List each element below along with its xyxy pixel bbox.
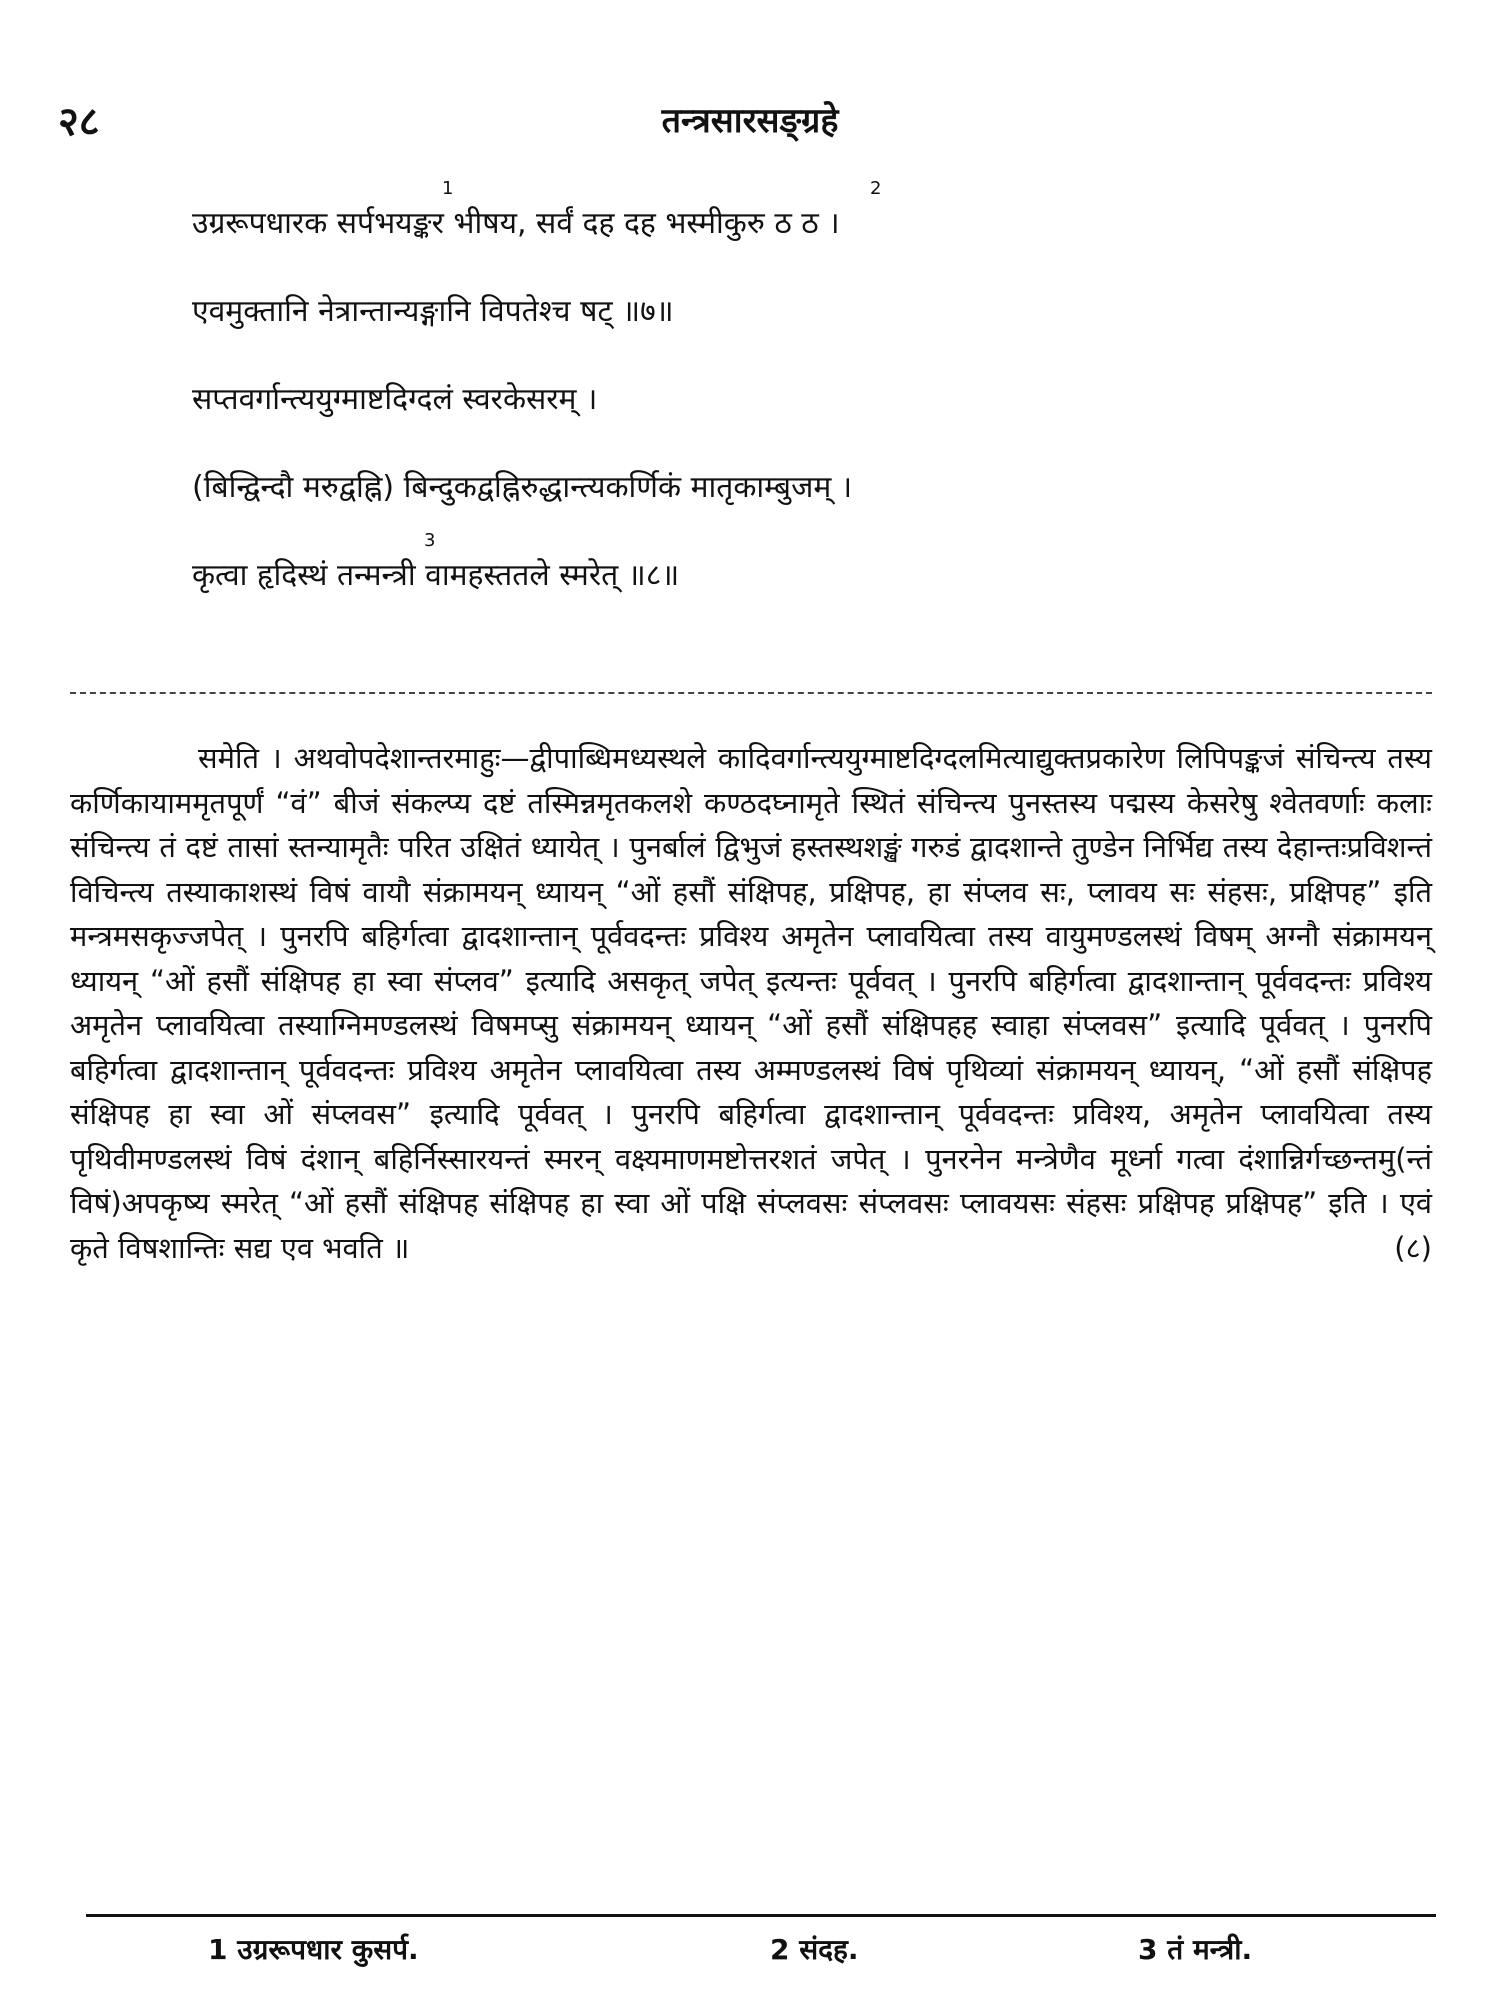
verse-line [192,532,1352,620]
running-title: तन्त्रसारसङ्ग्रहे [661,101,839,141]
footnote: 3 तं मन्त्री. [1138,1933,1253,1966]
footnotes [0,1930,1500,1976]
verse-block [192,180,1352,620]
footnote-ref: 2 [870,178,882,199]
verse-number: (८) [1394,1230,1432,1265]
verse-text: एवमुक्तानि नेत्रान्तान्यङ्गानि विपतेश्च षट् ॥७॥ [192,294,674,329]
footnote-ref: 1 [442,178,454,199]
verse-text: कृत्वा हृदिस्थं तन्मन्त्री वामहस्ततले स्मरेत् ॥८॥ [192,558,680,593]
commentary-paragraph [70,736,1432,1270]
commentary-text: समेति । अथवोपदेशान्तरमाहुः—द्वीपाब्धिमध्यस्थले कादिवर्गान्त्ययुग्माष्टदिग्दलमित्याद्युक्तप्रकारेण लिपिपङ्कजं संचिन्त्य तस्य कर्णिकायाममृतपूर्णं “वं” बीजं संकल्प्य दष्टं तस्मिन्नमृतकलशे कण्ठदघ्नामृते स्थितं संचिन्त्य पुनस्तस्य पद्मस्य केसरेषु श्वेतवर्णाः कलाः संचिन्त्य तं दष्टं तासां स्तन्यामृतैः परित उक्षितं ध्यायेत् । पुनर्बालं द्विभुजं हस्तस्थशङ्खं गरुडं द्वादशान्ते तुण्डेन निर्भिद्य तस्य देहान्तःप्रविशन्तं विचिन्त्य तस्याकाशस्थं विषं वायौ संक्रामयन् ध्यायन् “ओं हसौं संक्षिपह, प्रक्षिपह, हा संप्लव सः, प्लावय सः संहसः, प्रक्षिपह” इति मन्त्रमसकृज्जपेत् । पुनरपि बहिर्गत्वा द्वादशान्तान् पूर्ववदन्तः प्रविश्य अमृतेन प्लावयित्वा तस्य वायुमण्डलस्थं विषम् अग्नौ संक्रामयन् ध्यायन् “ओं हसौं संक्षिपह हा स्वा संप्लव” इत्यादि असकृत् जपेत् इत्यन्तः पूर्ववत् । पुनरपि बहिर्गत्वा द्वादशान्तान् पूर्ववदन्तः प्रविश्य अमृतेन प्लावयित्वा तस्याग्निमण्डलस्थं विषमप्सु संक्रामयन् ध्यायन् “ओं हसौं संक्षिपहह स्वाहा संप्लवस” इत्यादि पूर्ववत् । पुनरपि बहिर्गत्वा द्वादशान्तान् पूर्ववदन्तः प्रविश्य अमृतेन प्लावयित्वा तस्य अम्मण्डलस्थं विषं पृथिव्यां संक्रामयन् ध्यायन्, “ओं हसौं संक्षिपह संक्षिपह हा स्वा ओं संप्लवस” इत्यादि पूर्ववत् । पुनरपि बहिर्गत्वा द्वादशान्तान् पूर्ववदन्तः प्रविश्य, अमृतेन प्लावयित्वा तस्य पृथिवीमण्डलस्थं विषं दंशान् बहिर्निस्सारयन्तं स्मरन् वक्ष्यमाणमष्टोत्तरशतं जपेत् । पुनरनेन मन्त्रेणैव मूर्ध्ना गत्वा दंशान्निर्गच्छन्तमु(न्तं विषं)अपकृष्य स्मरेत् “ओं हसौं संक्षिपह संक्षिपह हा स्वा ओं पक्षि संप्लवसः संप्लवसः प्लावयसः संहसः प्रक्षिपह प्रक्षिपह” इति । एवं कृते विषशान्तिः सद्य एव भवति ॥ [70,741,1432,1265]
footnote: 1 उग्ररूपधार कुसर्प. [208,1933,419,1966]
page-header [0,92,1500,152]
verse-line [192,444,1352,532]
verse-line [192,268,1352,356]
verse-line [192,180,1352,268]
verse-line [192,356,1352,444]
footnote-divider [86,1914,1436,1917]
verse-text: उग्ररूपधारक सर्पभयङ्कर भीषय, सर्वं दह दह भस्मीकुरु ठ ठ । [192,206,840,241]
verse-text: (बिन्द्विन्दौ मरुद्वह्नि) बिन्दुकद्वह्निरुद्धान्त्यकर्णिकं मातृकाम्बुजम् । [192,470,853,505]
footnote-ref: 3 [424,530,436,551]
footnote: 2 संदह. [770,1933,859,1966]
page-number: २८ [58,99,100,145]
section-divider [70,692,1432,694]
verse-text: सप्तवर्गान्त्ययुग्माष्टदिग्दलं स्वरकेसरम् । [192,382,598,417]
